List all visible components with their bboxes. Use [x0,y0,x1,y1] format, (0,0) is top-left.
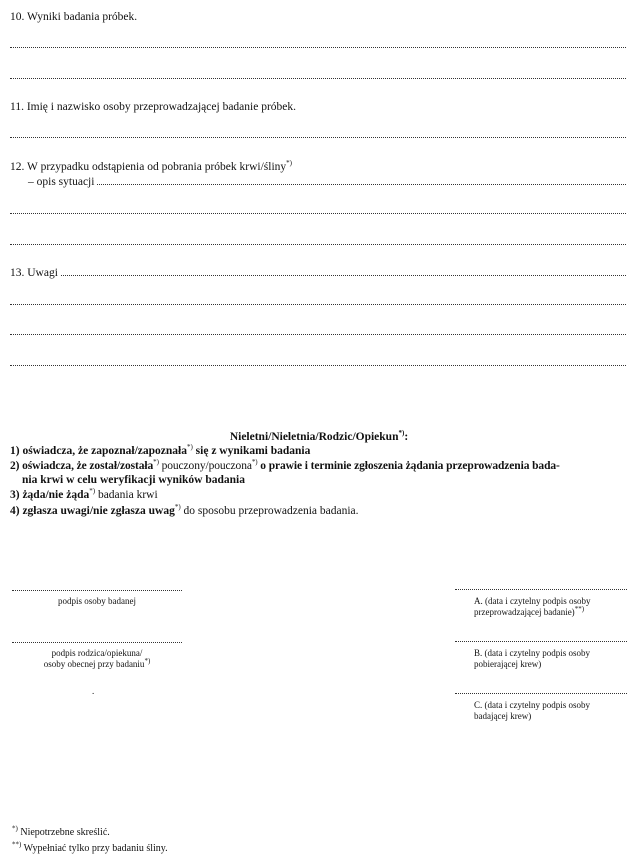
declaration-point-1-a: 1) oświadcza, że zapoznał/zapoznała [10,445,187,457]
declaration-point-4-b: do sposobu przeprowadzenia badania. [180,505,359,517]
declaration-point-4-a: 4) zgłasza uwagi/nie zgłasza uwag [10,505,175,517]
section-13-line-2[interactable] [10,334,626,335]
footnote-1-text: Niepotrzebne skreślić. [17,827,110,838]
signature-caption-parent-line-1: podpis rodzica/opiekuna/ [51,648,143,658]
declaration-point-3 [10,489,158,502]
declaration-point-1-b: się z wynikami badania [192,445,311,457]
signature-line-b[interactable] [455,641,627,642]
signature-caption-a-line-2 [474,607,584,618]
footnote-marker: *) [174,503,181,512]
footnote-marker: *) [153,458,159,467]
section-12-situation-field[interactable] [97,184,626,185]
section-10-label: 10. Wyniki badania próbek. [10,11,138,23]
signature-line-a[interactable] [455,589,627,590]
declaration-point-3-b: badania krwi [95,489,158,501]
signature-caption-parent-text: osoby obecnej przy badaniu [43,659,145,669]
footnote-marker: *) [398,429,405,438]
section-10-line-1[interactable] [10,47,626,48]
section-12-situation-label: – opis sytuacji [28,176,95,188]
section-12-situation [28,175,626,189]
section-12-line-1[interactable] [10,213,626,214]
signature-line-c[interactable] [455,693,627,694]
section-10-line-2[interactable] [10,78,626,79]
signature-caption-parent-line-2 [12,659,182,670]
signature-caption-b-line-1: B. (data i czytelny podpis osoby [474,648,590,658]
section-12-text: 12. W przypadku odstąpienia od pobrania próbek krwi/śliny [10,161,287,173]
section-13-field[interactable] [61,275,626,276]
section-11-label: 11. Imię i nazwisko osoby przeprowadzającej badanie próbek. [10,101,297,113]
section-12-line-2[interactable] [10,244,626,245]
section-12-label [10,160,292,174]
declaration-point-2-cont: nia krwi w celu weryfikacji wyników badania [22,474,245,486]
footnote-marker: *) [251,458,258,467]
signature-caption-b-line-2: pobierającej krew) [474,659,542,669]
section-13-line-1[interactable] [10,304,626,305]
section-11-line-1[interactable] [10,137,626,138]
signature-line-parent[interactable] [12,642,182,643]
footnote-marker: *) [89,487,96,496]
section-13-line-3[interactable] [10,365,626,366]
declaration-heading-colon: : [404,431,409,443]
footnote-marker: *) [12,824,18,833]
signature-line-examined-person[interactable] [12,590,182,591]
footnote-2-text: Wypełniać tylko przy badaniu śliny. [21,843,168,854]
declaration-point-2-b: pouczony/pouczona [158,460,252,472]
footnote-marker: **) [12,840,22,849]
declaration-point-4 [10,505,359,518]
signature-caption-a-line-1: A. (data i czytelny podpis osoby [474,596,591,606]
footnote-marker: *) [186,443,193,452]
declaration-heading-text: Nieletni/Nieletnia/Rodzic/Opiekun [229,431,399,443]
footnote-marker: *) [144,657,151,665]
declaration-point-2-c: o prawie i terminie zgłoszenia żądania przeprowadzenia bada- [257,460,560,472]
section-13-label: 13. Uwagi [10,267,58,279]
declaration-point-1 [10,445,310,458]
declaration-point-3-a: 3) żąda/nie żąda [10,489,90,501]
declaration-point-2 [10,460,560,473]
footnote-2 [12,840,168,855]
stray-dot: . [92,686,95,696]
section-13-row [10,266,626,280]
footnote-marker: *) [286,159,293,168]
declaration-heading [0,431,638,444]
footnote-marker: **) [574,605,585,613]
signature-caption-a-text: przeprowadzającej badanie) [474,607,575,617]
signature-caption-c-line-1: C. (data i czytelny podpis osoby [474,700,590,710]
footnote-1 [12,824,110,839]
declaration-point-2-a: 2) oświadcza, że został/została [10,460,154,472]
signature-caption-c-line-2: badającej krew) [474,711,532,721]
signature-caption-examined-person: podpis osoby badanej [58,596,136,606]
